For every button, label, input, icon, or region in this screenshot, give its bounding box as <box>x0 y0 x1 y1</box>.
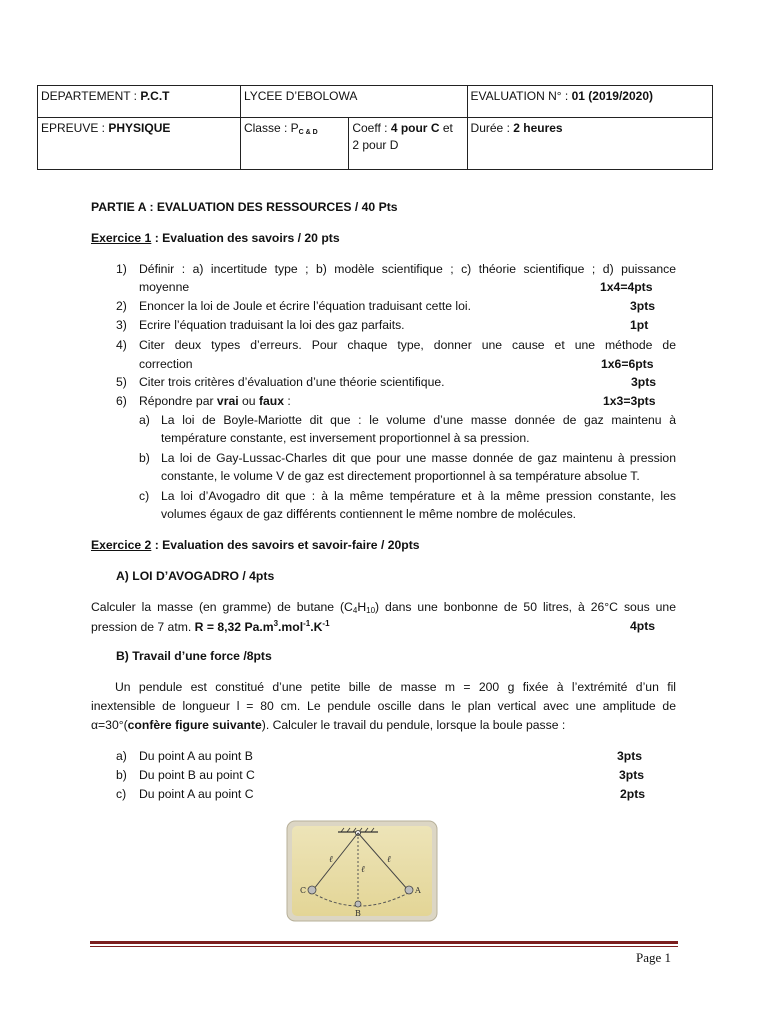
ball-a <box>405 886 413 894</box>
section-b-text-line3: α=30°(confère figure suivante). Calculer le travail du pendule, lorsque la boule passe : <box>91 718 566 732</box>
header-coeff: Coeff : 4 pour C et 2 pour D <box>349 118 467 170</box>
page-number: Page 1 <box>636 950 672 965</box>
bb-number: b) <box>116 768 127 782</box>
ball-b <box>355 901 361 907</box>
q6c-number: c) <box>139 489 150 503</box>
header-eval: EVALUATION N° : 01 (2019/2020) <box>467 86 712 118</box>
header-table <box>37 85 713 170</box>
q1-number: 1) <box>116 262 127 276</box>
section-a-points: 4pts <box>630 619 656 633</box>
q4-text-line2: correction <box>139 357 193 371</box>
q6-points: 1x3=3pts <box>603 394 656 408</box>
header-dept: DEPARTEMENT : P.C.T <box>38 86 241 118</box>
exercise-1-title: Exercice 1 : Evaluation des savoirs / 20 pts <box>91 231 340 245</box>
q6c-text-line2: volumes égaux de gaz différents contiennent le même nombre de molécules. <box>161 507 577 521</box>
section-a-text-line2: pression de 7 atm. R = 8,32 $Pa.m^3.mol^{-1}.K^{-1}$ <box>91 619 330 634</box>
q6b-text: La loi de Gay-Lussac-Charles dit que pour une masse donnée de gaz maintenu à pression <box>161 451 676 465</box>
q4-number: 4) <box>116 338 127 352</box>
q5-number: 5) <box>116 375 127 389</box>
bc-text: Du point A au point C <box>139 787 254 801</box>
section-a-title: A) LOI D’AVOGADRO / 4pts <box>116 569 275 583</box>
section-b-text: Un pendule est constitué d’une petite bille de masse m = 200 g fixée à l’extrémité d’un fil <box>115 680 676 694</box>
q6-text: Répondre par vrai ou faux : <box>139 394 291 408</box>
q1-points: 1x4=4pts <box>600 280 653 294</box>
q2-points: 3pts <box>630 299 656 313</box>
q2-number: 2) <box>116 299 127 313</box>
bc-points: 2pts <box>620 787 646 801</box>
q3-number: 3) <box>116 318 127 332</box>
label-l-right: ℓ <box>387 855 391 865</box>
ba-points: 3pts <box>617 749 643 763</box>
ba-text: Du point A au point B <box>139 749 253 763</box>
footer-rule-thick <box>90 941 678 944</box>
bb-text: Du point B au point C <box>139 768 255 782</box>
section-a-text: Calculer la masse (en gramme) de butane (C4H10) dans une bonbonne de 50 litres, à 26°C sous une <box>91 600 676 615</box>
q6c-text: La loi d’Avogadro dit que : à la même température et à la même pression constante, les <box>161 489 676 503</box>
footer-rule-thin <box>90 946 678 947</box>
q3-text: Ecrire l’équation traduisant la loi des gaz parfaits. <box>139 318 405 332</box>
section-b-text-line2: inextensible de longueur l = 80 cm. Le pendule oscille dans le plan vertical avec une amplitude de <box>91 699 676 713</box>
header-classe: Classe : $P_{C \& D}$ <box>240 118 348 170</box>
label-c: C <box>300 886 307 895</box>
q4-text: Citer deux types d’erreurs. Pour chaque type, donner une cause et une méthode de <box>139 338 676 352</box>
exercise-2-title: Exercice 2 : Evaluation des savoirs et savoir-faire / 20pts <box>91 538 420 552</box>
q4-points: 1x6=6pts <box>601 357 654 371</box>
label-l-center: ℓ <box>361 865 365 875</box>
section-b-title: B) Travail d’une force /8pts <box>116 649 272 663</box>
q6a-text: La loi de Boyle-Mariotte dit que : le volume d’une masse donnée de gaz maintenu à <box>161 413 676 427</box>
bc-number: c) <box>116 787 127 801</box>
ba-number: a) <box>116 749 127 763</box>
label-a: A <box>415 886 421 895</box>
ball-c <box>308 886 316 894</box>
q3-points: 1pt <box>630 318 649 332</box>
q6b-text-line2: constante, le volume V de gaz est directement proportionnel à sa température absolue T. <box>161 469 640 483</box>
q1-text-line2: moyenne <box>139 280 190 294</box>
header-epreuve: EPREUVE : PHYSIQUE <box>38 118 241 170</box>
q6a-text-line2: température constante, est inversement proportionnel à sa pression. <box>161 431 530 445</box>
label-l-left: ℓ <box>329 855 333 865</box>
q1-text: Définir : a) incertitude type ; b) modèle scientifique ; c) théorie scientifique ; d) puissance <box>139 262 676 276</box>
q5-text: Citer trois critères d’évaluation d’une théorie scientifique. <box>139 375 445 389</box>
q6-number: 6) <box>116 394 127 408</box>
q6b-number: b) <box>139 451 150 465</box>
q2-text: Enoncer la loi de Joule et écrire l’équation traduisant cette loi. <box>139 299 471 313</box>
label-b: B <box>355 909 361 918</box>
q5-points: 3pts <box>631 375 657 389</box>
header-school: LYCEE D’EBOLOWA <box>240 86 467 118</box>
q6a-number: a) <box>139 413 150 427</box>
pendulum-figure <box>286 820 438 922</box>
header-duree: Durée : 2 heures <box>467 118 712 170</box>
bb-points: 3pts <box>619 768 645 782</box>
partie-a-title: PARTIE A : EVALUATION DES RESSOURCES / 40 Pts <box>91 200 398 214</box>
